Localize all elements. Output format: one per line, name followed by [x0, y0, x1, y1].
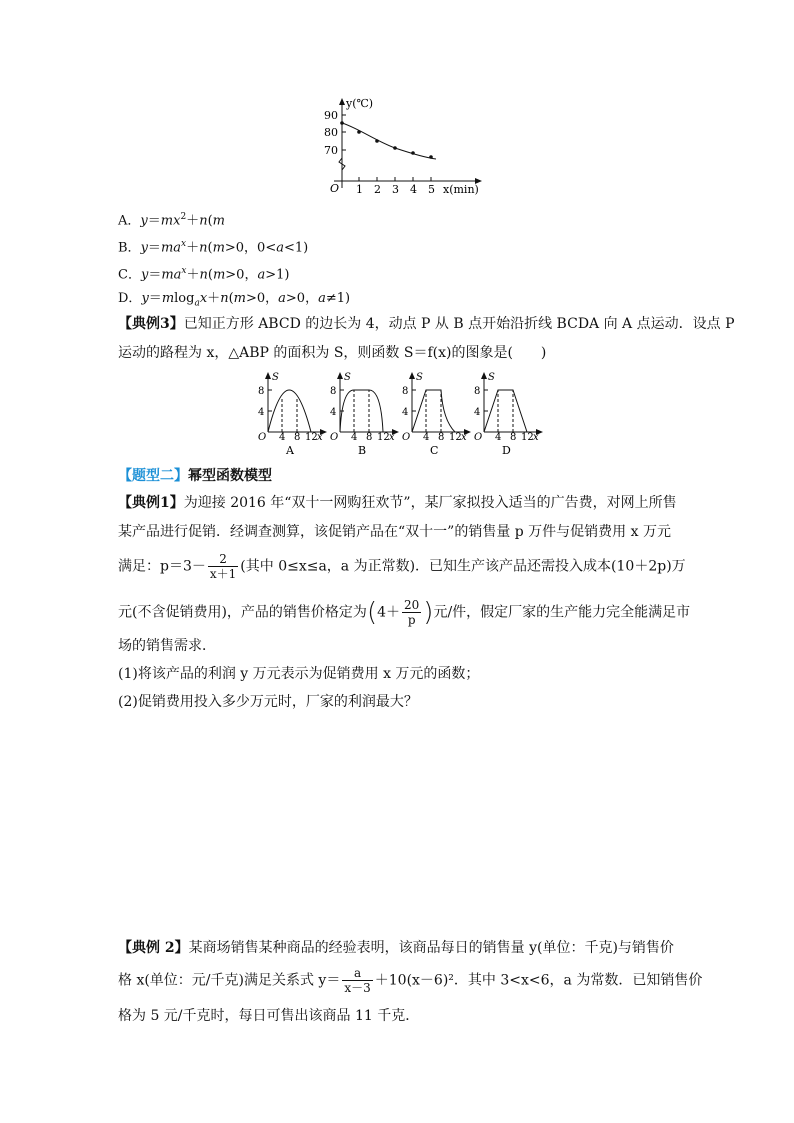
svg-text:8: 8	[402, 386, 409, 397]
y-tick-90: 90	[324, 109, 338, 122]
option-c[interactable]: C．$y=ma^x+n(m>0$，a>1)	[118, 266, 290, 283]
data-point	[357, 130, 361, 134]
example2-line2: 格 x(单位：元/千克)满足关系式 y＝ $\frac{a}{x-3}$ ＋10(x－6)²．其中 3<x<6，a 为常数．已知销售价	[118, 966, 703, 995]
svg-text:S: S	[416, 372, 423, 383]
svg-text:4: 4	[258, 407, 265, 418]
svg-text:S: S	[488, 372, 495, 383]
data-point	[375, 139, 379, 143]
svg-text:4: 4	[351, 432, 358, 443]
topic2-title: 幂型函数模型	[188, 468, 272, 484]
y-axis-label: y(℃)	[346, 97, 374, 110]
svg-text:4: 4	[474, 407, 481, 418]
example1-question2: (2)促销费用投入多少万元时，厂家的利润最大？	[118, 694, 418, 710]
svg-text:8: 8	[366, 432, 373, 443]
option-b[interactable]: B．$y=ma^x+n(m>0$，0<a<1)	[118, 239, 309, 256]
svg-text:12: 12	[377, 432, 390, 443]
example1-line3: 满足：p＝3－ $\frac{2}{x+1}$ (其中 0≤x≤a，a 为正常数)．已知生产该产品还需投入成本(10＋2p)万	[118, 552, 686, 581]
svg-text:12: 12	[521, 432, 534, 443]
example3-line1: 【典例3】已知正方形 ABCD 的边长为 4，动点 P 从 B 点开始沿折线 BCDA 向 A 点运动．设点 P	[118, 316, 735, 332]
topic2-heading	[118, 466, 272, 486]
x-axis-label: x(min)	[443, 183, 479, 196]
svg-text:4: 4	[495, 432, 502, 443]
example3-line2: 运动的路程为 x，△ABP 的面积为 S，则函数 S＝f(x)的图象是( )	[118, 345, 547, 361]
caption-c: C	[430, 444, 439, 457]
answer-graphs	[255, 370, 545, 458]
example3-tag: 【典例3】	[118, 316, 184, 332]
example1-line4: 元(不含促销费用)，产品的销售价格定为(4＋ $\frac{20}{p}$ )元/件，假定厂家的生产能力完全能满足市	[118, 597, 691, 628]
svg-text:8: 8	[258, 386, 265, 397]
svg-text:8: 8	[294, 432, 301, 443]
data-point	[429, 155, 433, 159]
svg-text:8: 8	[510, 432, 517, 443]
x-tick-3: 3	[392, 183, 399, 196]
svg-text:12: 12	[449, 432, 462, 443]
graph-d[interactable]	[474, 372, 543, 457]
temperature-graph	[318, 96, 488, 198]
svg-text:S: S	[344, 372, 351, 383]
example2-line3: 格为 5 元/千克时，每日可售出该商品 11 千克．	[118, 1008, 420, 1024]
svg-text:x: x	[533, 432, 539, 443]
svg-text:4: 4	[330, 407, 337, 418]
example1-line2: 某产品进行促销．经调查测算，该促销产品在“双十一”的销售量 p 万件与促销费用 x 万元	[118, 524, 671, 540]
data-point	[411, 151, 415, 155]
svg-text:x: x	[317, 432, 323, 443]
graph-a[interactable]	[258, 372, 327, 457]
option-a[interactable]: A．$y=mx^2+n(m$	[118, 212, 225, 229]
y-tick-80: 80	[324, 126, 338, 139]
data-point	[393, 146, 397, 150]
y-tick-70: 70	[324, 144, 338, 157]
svg-text:S: S	[272, 372, 279, 383]
x-tick-4: 4	[410, 183, 417, 196]
graph-c[interactable]	[402, 372, 471, 457]
svg-text:x: x	[461, 432, 467, 443]
origin-label: O	[330, 182, 340, 195]
caption-b: B	[358, 444, 367, 457]
fraction-20-over-p: $\frac{20}{p}$	[404, 598, 420, 627]
svg-text:x: x	[389, 432, 395, 443]
svg-text:4: 4	[279, 432, 286, 443]
x-tick-2: 2	[374, 183, 381, 196]
svg-text:O: O	[330, 432, 339, 443]
example1-question1: (1)将该产品的利润 y 万元表示为促销费用 x 万元的函数；	[118, 666, 480, 682]
svg-text:8: 8	[438, 432, 445, 443]
svg-text:8: 8	[330, 386, 337, 397]
graph-b[interactable]	[330, 372, 399, 457]
option-d[interactable]: D．y＝mlog$_a$x＋n(m>0，a>0，a≠1)	[118, 291, 351, 309]
example2-line1: 【典例 2】某商场销售某种商品的经验表明，该商品每日的销售量 y(单位：千克)与销售价	[118, 940, 674, 956]
caption-d: D	[502, 444, 511, 457]
svg-text:4: 4	[423, 432, 430, 443]
svg-text:O: O	[402, 432, 411, 443]
svg-text:O: O	[474, 432, 483, 443]
x-tick-5: 5	[428, 183, 435, 196]
x-tick-1: 1	[356, 183, 363, 196]
svg-text:O: O	[258, 432, 267, 443]
example1-line5: 场的销售需求．	[118, 638, 216, 654]
fraction-2-over-x-plus-1: $\frac{2}{x+1}$	[209, 552, 237, 581]
svg-text:12: 12	[305, 432, 318, 443]
example1-line1: 【典例1】为迎接 2016 年“双十一网购狂欢节”，某厂家拟投入适当的广告费，对网上所售	[118, 495, 677, 511]
data-point	[340, 121, 344, 125]
decay-curve	[342, 123, 436, 159]
example1-tag: 【典例1】	[118, 495, 184, 511]
example2-tag: 【典例 2】	[118, 940, 189, 956]
svg-text:8: 8	[474, 386, 481, 397]
caption-a: A	[286, 444, 294, 457]
topic2-tag: 【题型二】	[118, 468, 188, 484]
svg-text:4: 4	[402, 407, 409, 418]
fraction-a-over-x-minus-3: $\frac{a}{x-3}$	[344, 966, 371, 995]
